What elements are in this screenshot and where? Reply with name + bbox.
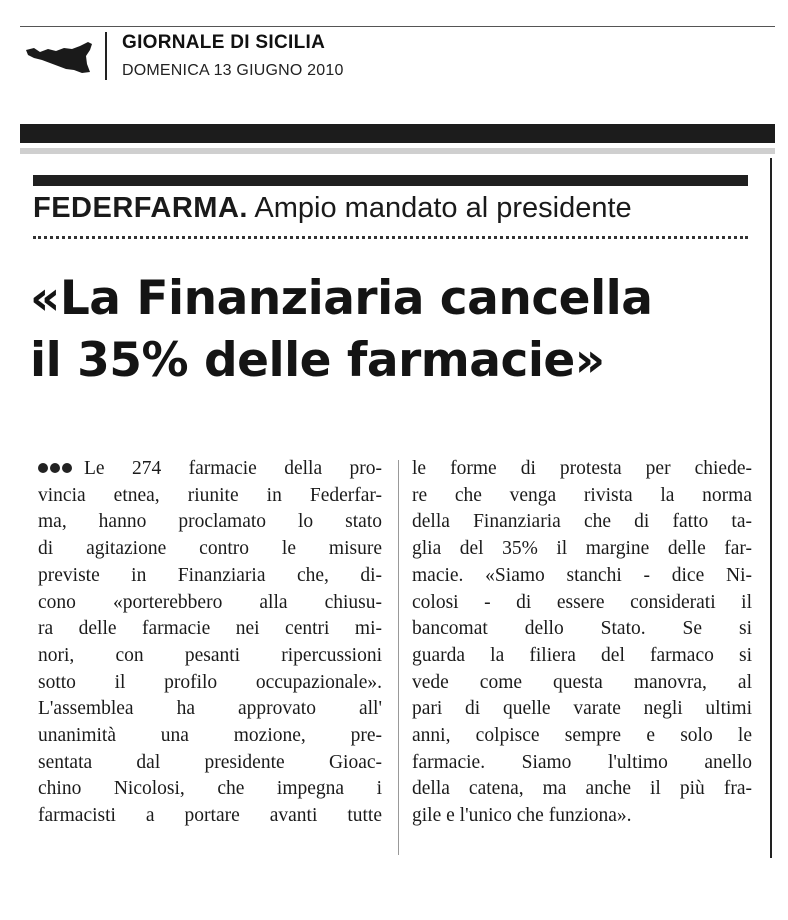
newspaper-name: GIORNALE DI SICILIA (122, 32, 326, 53)
article-kicker (33, 192, 632, 225)
body-line: glia del 35% il margine delle far- (412, 538, 752, 560)
headline-line: il 35% delle farmacie» (30, 333, 605, 388)
body-line-with-bullets (38, 456, 382, 483)
masthead-top-rule (20, 26, 775, 27)
body-line: ra delle farmacie nei centri mi- (38, 618, 382, 640)
body-line: sentata dal presidente Gioac- (38, 751, 382, 773)
body-line: vede come questa manovra, al (412, 671, 752, 693)
masthead-divider (105, 32, 107, 80)
body-line: della Finanziaria che di fatto ta- (412, 511, 752, 533)
body-line: vincia etnea, riunite in Federfar- (38, 484, 382, 506)
body-line: guarda la filiera del farmaco si (412, 644, 752, 666)
body-line: farmacie. Siamo l'ultimo anello (412, 751, 752, 773)
bullet-dots-icon (38, 456, 74, 483)
article-column-1 (38, 456, 382, 830)
article-headline (30, 268, 770, 392)
masthead-bottom-bar (20, 124, 775, 143)
body-line: Le 274 farmacie della pro- (84, 458, 382, 479)
body-line: pari di quelle varate negli ultimi (412, 698, 752, 720)
body-line: unanimità una mozione, pre- (38, 725, 382, 747)
body-line: sotto il profilo occupazionale». (38, 671, 382, 693)
body-line: colosi - di essere considerati il (412, 591, 752, 613)
kicker-dotted-rule (33, 236, 748, 239)
body-line: le forme di protesta per chiede- (412, 458, 752, 479)
body-line: della catena, ma anche il più fra- (412, 778, 752, 800)
body-line: bancomat dello Stato. Se si (412, 618, 752, 640)
body-line: nori, con pesanti ripercussioni (38, 644, 382, 666)
headline-line: «La Finanziaria cancella (30, 271, 653, 326)
body-line: ma, hanno proclamato lo stato (38, 511, 382, 533)
publication-date: DOMENICA 13 GIUGNO 2010 (122, 62, 344, 79)
body-line: farmacisti a portare avanti tutte (38, 805, 382, 827)
body-line: macie. «Siamo stanchi - dice Ni- (412, 564, 752, 586)
kicker-tag: FEDERFARMA. (33, 192, 248, 224)
body-line: di agitazione contro le misure (38, 538, 382, 560)
clipping-right-border (770, 158, 772, 858)
page-edge-strip (20, 148, 775, 154)
article-column-2 (412, 456, 752, 830)
body-line: anni, colpisce sempre e solo le (412, 725, 752, 747)
body-line: cono «porterebbero alla chiusu- (38, 591, 382, 613)
column-separator (398, 460, 399, 855)
sicily-island-icon (24, 36, 94, 76)
body-line: L'assemblea ha approvato all' (38, 698, 382, 720)
masthead (20, 26, 775, 86)
kicker-text: Ampio mandato al presidente (247, 192, 632, 224)
body-line: gile e l'unico che funziona». (412, 805, 632, 827)
body-line: previste in Finanziaria che, di- (38, 564, 382, 586)
article-top-rule (33, 175, 748, 186)
body-line: chino Nicolosi, che impegna i (38, 778, 382, 800)
body-line: re che venga rivista la norma (412, 484, 752, 506)
